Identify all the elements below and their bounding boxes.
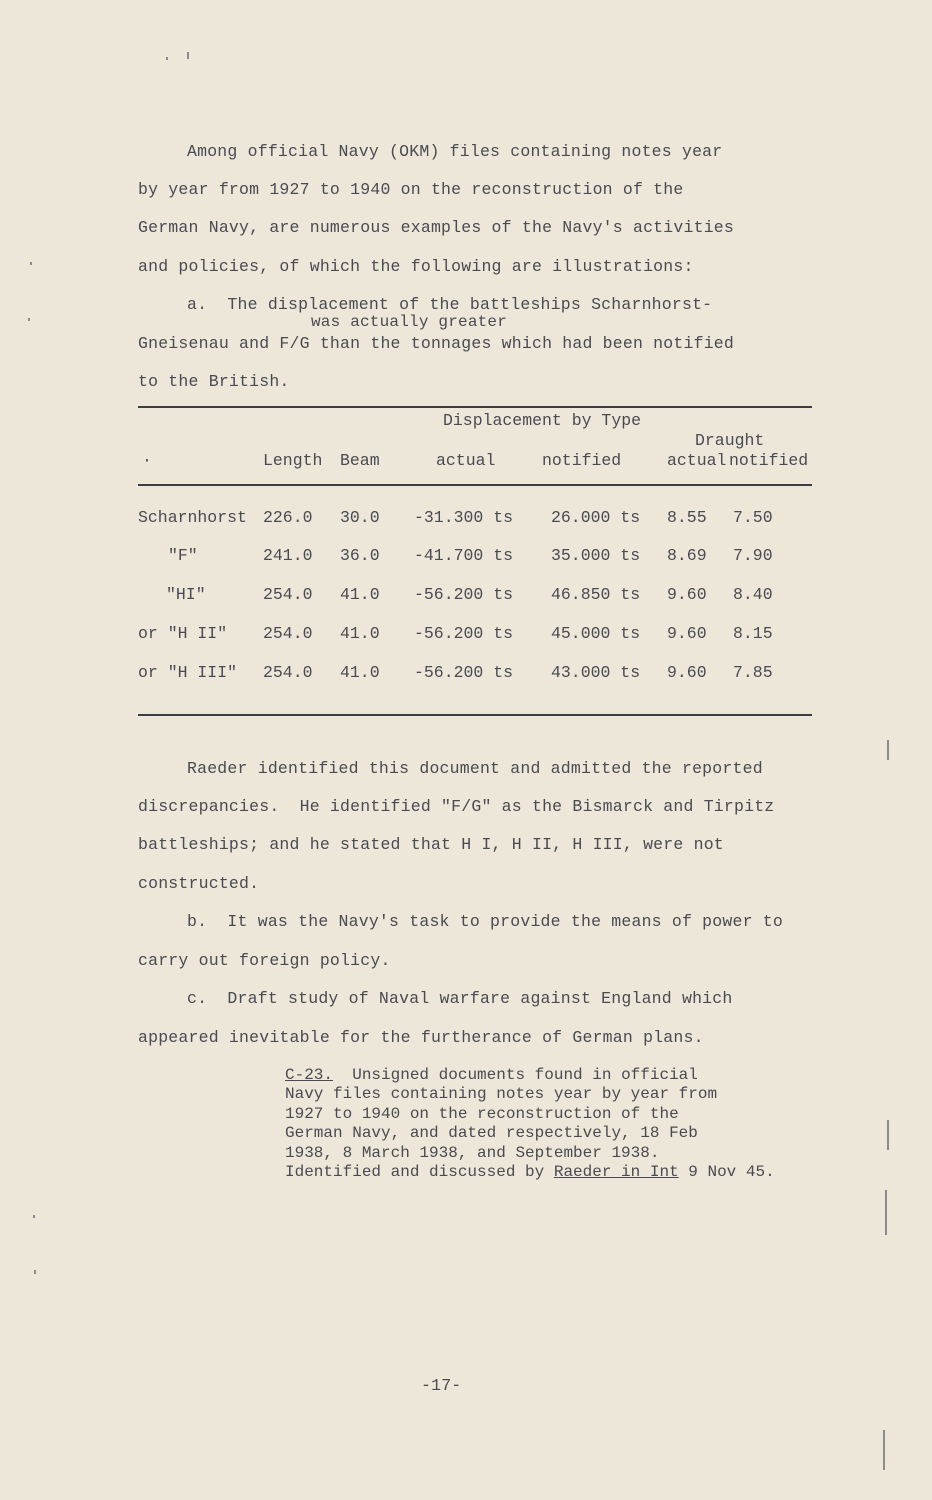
table-top-rule	[138, 406, 812, 408]
table-cell-length: 254.0	[263, 585, 313, 604]
reference-underlined: Raeder in Int	[553, 1163, 679, 1182]
margin-mark	[166, 57, 168, 60]
table-cell-notified: 46.850 ts	[551, 585, 641, 604]
margin-mark	[883, 1430, 885, 1470]
raeder-line: Raeder identified this document and admitted the reported	[187, 759, 763, 778]
table-cell-actual: -31.300 ts	[414, 508, 514, 527]
item-a-line: a. The displacement of the battleships Scharnhorst-	[187, 295, 713, 314]
table-cell-draught-notified: 7.50	[733, 508, 773, 527]
intro-line: and policies, of which the following are illustrations:	[138, 257, 694, 276]
reference-block	[285, 1066, 775, 1182]
reference-text: Unsigned documents found in official	[333, 1066, 698, 1084]
reference-text: Identified and discussed by	[285, 1163, 554, 1182]
margin-mark	[33, 1215, 35, 1218]
page-number: -17-	[421, 1376, 462, 1395]
margin-mark	[887, 1120, 889, 1150]
item-a-insertion: was actually greater	[311, 313, 508, 331]
raeder-line: discrepancies. He identified "F/G" as the Bismarck and Tirpitz	[138, 797, 775, 816]
margin-mark	[187, 52, 189, 59]
table-cell-draught-notified: 7.90	[733, 546, 773, 565]
table-cell-length: 254.0	[263, 663, 313, 682]
table-cell-name: "F"	[168, 546, 198, 565]
table-group-header: Displacement by Type	[443, 411, 642, 430]
item-c-line: appeared inevitable for the furtherance of German plans.	[138, 1028, 704, 1047]
table-cell-actual: -56.200 ts	[414, 624, 514, 643]
column-header-notified: notified	[542, 451, 622, 470]
column-header-beam: Beam	[340, 451, 380, 470]
table-cell-draught-actual: 9.60	[667, 624, 707, 643]
table-cell-beam: 41.0	[340, 663, 380, 682]
raeder-line: battleships; and he stated that H I, H II, H III, were not	[138, 835, 724, 854]
table-cell-notified: 26.000 ts	[551, 508, 641, 527]
table-cell-draught-actual: 9.60	[667, 585, 707, 604]
table-cell-name: Scharnhorst	[138, 508, 247, 527]
reference-text: 1938, 8 March 1938, and September 1938.	[285, 1143, 660, 1162]
table-cell-draught-notified: 7.85	[733, 663, 773, 682]
table-cell-length: 226.0	[263, 508, 313, 527]
margin-mark	[885, 1190, 887, 1235]
reference-text: 9 Nov 45.	[678, 1163, 775, 1182]
table-draught-header: Draught	[695, 431, 765, 450]
intro-line: Among official Navy (OKM) files containing notes year	[187, 142, 723, 161]
table-cell-beam: 41.0	[340, 585, 380, 604]
margin-mark	[28, 318, 30, 321]
margin-mark	[34, 1270, 36, 1274]
document-id: C-23.	[285, 1066, 334, 1084]
table-cell-length: 241.0	[263, 546, 313, 565]
table-cell-notified: 45.000 ts	[551, 624, 641, 643]
margin-mark	[887, 740, 889, 760]
item-b-line: b. It was the Navy's task to provide the means of power to	[187, 912, 783, 931]
intro-line: by year from 1927 to 1940 on the reconstruction of the	[138, 180, 684, 199]
table-cell-beam: 41.0	[340, 624, 380, 643]
table-cell-actual: -41.700 ts	[414, 546, 514, 565]
table-cell-draught-actual: 8.69	[667, 546, 707, 565]
item-b-line: carry out foreign policy.	[138, 951, 391, 970]
reference-text: 1927 to 1940 on the reconstruction of the	[285, 1104, 679, 1123]
table-cell-notified: 43.000 ts	[551, 663, 641, 682]
table-cell-draught-notified: 8.40	[733, 585, 773, 604]
table-cell-length: 254.0	[263, 624, 313, 643]
column-header-actual: actual	[436, 451, 496, 470]
table-cell-beam: 30.0	[340, 508, 380, 527]
table-cell-draught-actual: 9.60	[667, 663, 707, 682]
table-cell-draught-notified: 8.15	[733, 624, 773, 643]
table-cell-beam: 36.0	[340, 546, 380, 565]
table-cell-actual: -56.200 ts	[414, 585, 514, 604]
table-row-marker: ·	[142, 451, 152, 470]
reference-text: German Navy, and dated respectively, 18 Feb	[285, 1124, 698, 1143]
table-bottom-rule	[138, 714, 812, 716]
table-cell-name: "HI"	[166, 585, 206, 604]
table-cell-notified: 35.000 ts	[551, 546, 641, 565]
table-cell-name: or "H III"	[138, 663, 238, 682]
table-header-rule	[138, 484, 812, 486]
item-a-line: Gneisenau and F/G than the tonnages which had been notified	[138, 334, 734, 353]
column-header-draught-notified: notified	[729, 451, 809, 470]
table-cell-draught-actual: 8.55	[667, 508, 707, 527]
reference-text: Navy files containing notes year by year from	[285, 1085, 718, 1104]
item-c-line: c. Draft study of Naval warfare against England which	[187, 989, 733, 1008]
margin-mark	[30, 262, 32, 265]
raeder-line: constructed.	[138, 874, 260, 893]
column-header-length: Length	[263, 451, 323, 470]
column-header-draught-actual: actual	[667, 451, 727, 470]
table-cell-actual: -56.200 ts	[414, 663, 514, 682]
item-a-line: to the British.	[138, 372, 290, 391]
intro-line: German Navy, are numerous examples of the Navy's activities	[138, 218, 734, 237]
table-cell-name: or "H II"	[138, 624, 228, 643]
